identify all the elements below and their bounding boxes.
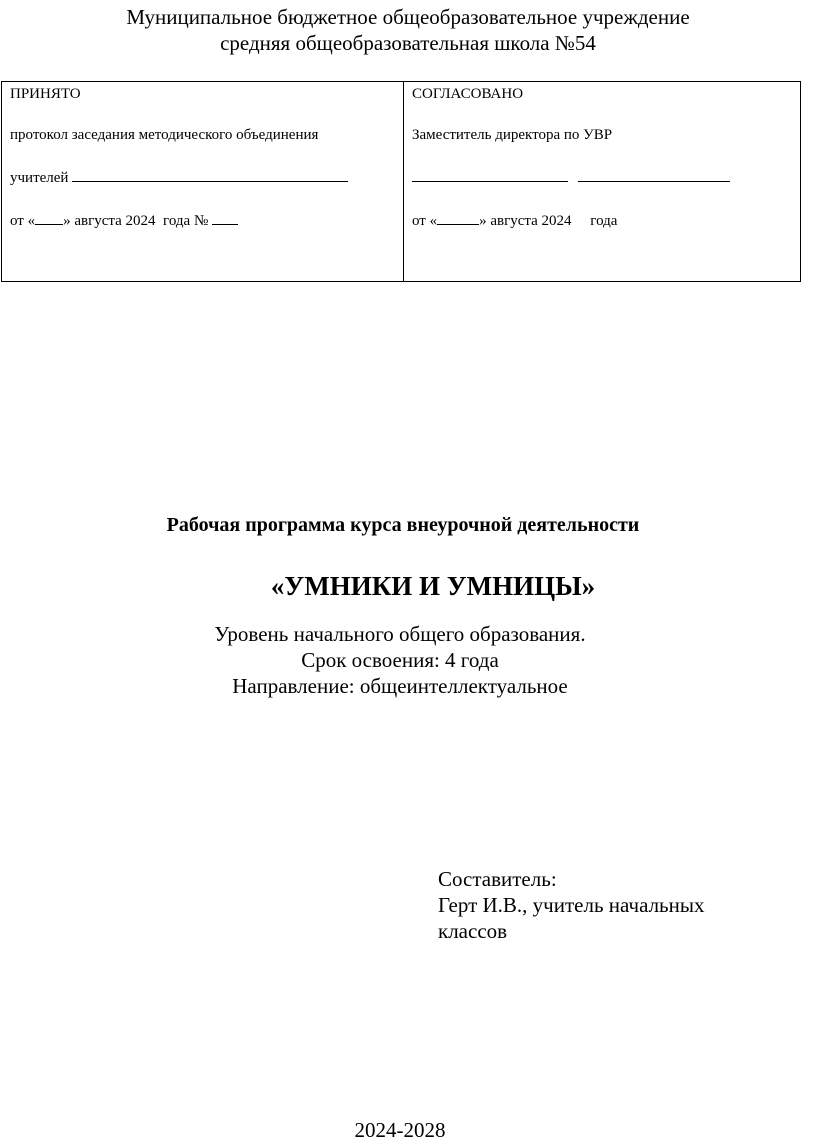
approval-table	[1, 81, 801, 282]
name-blank	[578, 167, 730, 182]
accepted-heading: ПРИНЯТО	[10, 86, 81, 102]
accepted-teachers-line	[10, 167, 403, 187]
approval-accepted-cell	[2, 82, 404, 281]
compiler-label: Составитель:	[438, 867, 557, 891]
agreed-heading: СОГЛАСОВАНО	[412, 86, 524, 102]
agreed-day-blank	[437, 210, 479, 225]
school-header-line1: Муниципальное бюджетное общеобразовательное учреждение	[126, 5, 690, 29]
protocol-number-blank	[212, 210, 238, 225]
course-name: «УМНИКИ И УМНИЦЫ»	[270, 571, 596, 601]
agreed-date-middle: » августа 2024 года	[479, 213, 618, 229]
compiler-name-line2: классов	[438, 919, 508, 943]
program-direction: Направление: общеинтеллектуальное	[232, 674, 568, 698]
study-duration: Срок освоения: 4 года	[301, 648, 499, 672]
accepted-teachers-label: учителей	[10, 170, 69, 186]
accepted-date-line	[10, 210, 403, 230]
compiler-name-line1: Герт И.В., учитель начальных	[438, 893, 705, 917]
school-header-line2: средняя общеобразовательная школа №54	[220, 31, 596, 55]
accepted-day-blank	[35, 210, 63, 225]
accepted-date-prefix: от «	[10, 213, 36, 229]
accepted-protocol-text: протокол заседания методического объединения	[10, 127, 319, 143]
program-title: Рабочая программа курса внеурочной деятельности	[166, 514, 640, 536]
accepted-date-middle: » августа 2024 года №	[63, 213, 213, 229]
school-header	[0, 4, 816, 56]
education-level: Уровень начального общего образования.	[214, 622, 586, 646]
agreed-signature-line	[412, 167, 800, 187]
compiler-block	[438, 866, 808, 944]
approval-agreed-cell	[404, 82, 800, 281]
agreed-date-prefix: от «	[412, 213, 438, 229]
program-info	[0, 621, 800, 699]
teachers-blank-line	[72, 167, 348, 182]
agreed-date-line	[412, 210, 800, 230]
agreed-deputy-text: Заместитель директора по УВР	[412, 127, 613, 143]
signature-blank	[412, 167, 568, 182]
academic-years: 2024-2028	[354, 1118, 446, 1142]
